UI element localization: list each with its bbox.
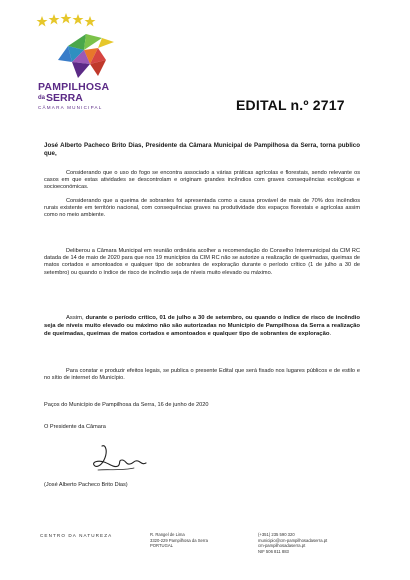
footer-website: cm-pampilhosadaserra.pt	[258, 543, 306, 549]
footer-phone: (+351) 235 590 320	[258, 532, 295, 537]
footer-address-line: 3320-229 Pampilhosa da Serra	[150, 537, 208, 543]
footer-address-line: PORTUGAL	[150, 543, 173, 549]
paragraph-1: Considerando que o uso do fogo se encontra associado a várias práticas agrícolas e florestais, sendo relevante os casos em que estas atividades se descontrolam e originam grandes incêndios com graves consequências ecológicas e socioeconómicas.	[44, 170, 360, 191]
paragraph-4	[44, 315, 360, 338]
logo-line-2-main: SERRA	[46, 92, 83, 104]
footer-tagline: CENTRO DA NATUREZA	[40, 533, 113, 538]
intro-paragraph: José Alberto Pacheco Brito Dias, Presidente da Câmara Municipal de Pampilhosa da Serra, torna publico que,	[44, 142, 360, 158]
place-and-date: Paços do Município de Pampilhosa da Serra, 16 de junho de 2020	[44, 402, 209, 408]
footer-nif: NIF 506 811 883	[258, 548, 289, 554]
logo-line-2-small: da	[38, 95, 46, 101]
paragraph-4-lead: Assim,	[66, 315, 86, 321]
signature-title: O Presidente da Câmara	[44, 424, 106, 430]
footer-address	[150, 532, 208, 549]
footer-contacts	[258, 532, 327, 554]
handwritten-signature	[88, 438, 160, 478]
paragraph-3: Deliberou a Câmara Municipal em reunião ordinária acolher a recomendação do Conselho Intermunicipal da CIM RC datada de 14 de maio de 2020 para que nos 19 municípios da CIM RC não se autorize a realização de queimadas, queimas de matos cortados e amontoados e qualquer tipo de sobrantes de exploração durante o período crítico (1 de julho a 30 de setembro) ou quando o índice de risco de incêndio seja de níveis muito elevado ou máximo.	[44, 248, 360, 276]
paragraph-5: Para constar e produzir efeitos legais, se publica o presente Edital que será fixado nos lugares públicos e de estilo e no sítio de internet do Município.	[44, 368, 360, 382]
logo-wordmark	[38, 82, 148, 110]
logo-line-3: CÂMARA MUNICIPAL	[38, 105, 103, 110]
footer-address-line: R. Rangel de Lima	[150, 532, 185, 537]
paragraph-4-bold: durante o período crítico, 01 de julho a 30 de setembro, ou quando o índice de risco de incêndio seja de níveis muito elevado ou máximo não são autorizadas no Município de Pampilhosa da Serra a realização de queimadas, queimas de matos cortados e amontoados e qualquer tipo de sobrantes de exploração	[44, 315, 360, 337]
logo-line-2	[38, 93, 148, 104]
document-title: EDITAL n.º 2717	[236, 97, 345, 113]
paragraph-4-end: .	[329, 330, 332, 337]
paragraph-2: Considerando que a queima de sobrantes foi apresentada como a causa provável de mais de 70% dos incêndios rurais existente em território nacional, com consequências graves na produtividade dos espaços florestais e agrícolas assim como no meio ambiente.	[44, 198, 360, 219]
signature-name: (José Alberto Pacheco Brito Dias)	[44, 482, 128, 488]
footer-email: municipio@cm-pampilhosadaserra.pt	[258, 537, 328, 543]
municipality-logo	[28, 12, 148, 108]
footer	[0, 528, 410, 580]
logo-emblem-icon	[28, 12, 148, 92]
logo-line-1: PAMPILHOSA	[38, 81, 110, 93]
